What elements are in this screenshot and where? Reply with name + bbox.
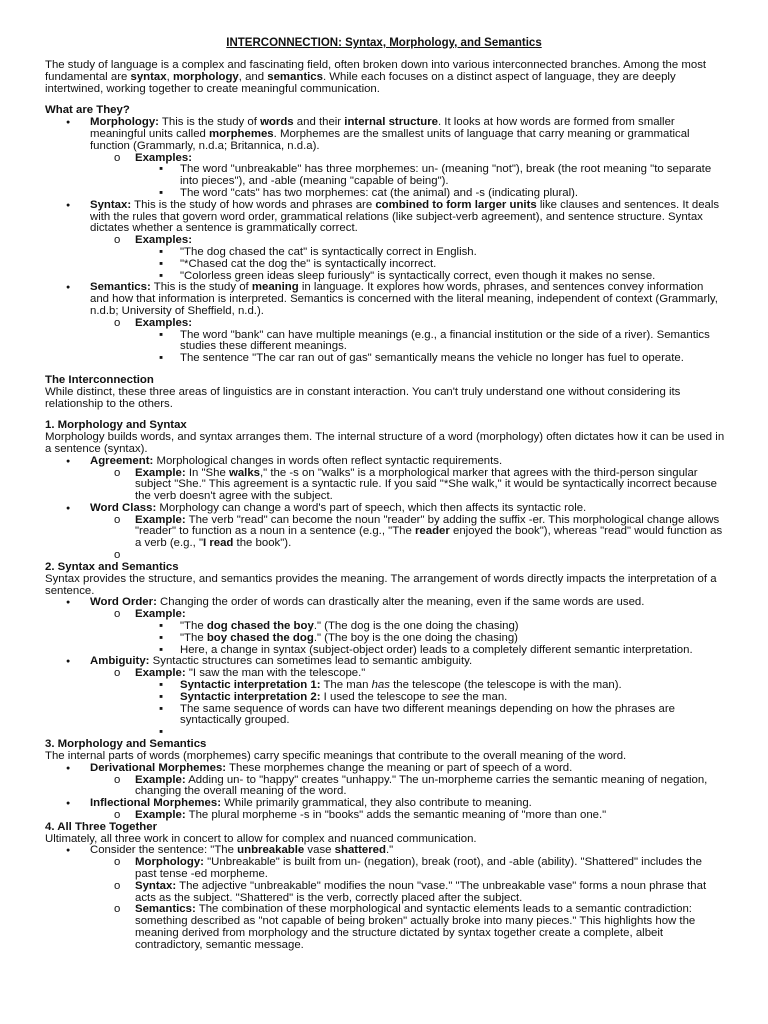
empty-sub-bullet [45, 550, 725, 562]
definitions-list [45, 117, 725, 365]
text: . Morphemes are the smallest units of language that carry meaning or grammatical function (Grammarly, n.d.a; Britannica, n.d.a). [90, 127, 690, 152]
section-2-paragraph: Syntax provides the structure, and semantics provides the meaning. The arrangement of words directly impacts the interpretation of a sentence. [45, 572, 717, 597]
bold-text: words [260, 116, 294, 129]
section-3-list [45, 763, 725, 822]
example-item: ▪ "*Chased cat the dog the" is syntactically incorrect. [45, 259, 725, 271]
text: . It looks at how words are formed from smaller meaningful units called [90, 116, 675, 140]
text: This is the study of how words and phrases are [131, 198, 376, 211]
example-label: Example: [135, 667, 186, 680]
analysis-morphology [45, 857, 725, 881]
section-4-heading: 4. All Three Together [45, 820, 158, 833]
bold-text: reader [414, 525, 450, 538]
list-item-syntax [45, 200, 725, 283]
interconnection-heading: The Interconnection [45, 373, 154, 386]
text: ." (The boy is the one doing the chasing) [313, 631, 518, 644]
text: Morphological changes in words often reflect syntactic requirements. [153, 454, 503, 467]
what-heading: What are They? [45, 104, 130, 117]
example-label: Example: [135, 466, 186, 479]
example-item: ▪ The word "bank" can have multiple meanings (e.g., a financial institution or the side of a river). Semantics studies these different meanings. [45, 330, 725, 354]
empty-sub-bullet [45, 727, 725, 739]
text: the telescope (the telescope is with the man). [389, 679, 622, 692]
list-item-semantics [45, 282, 725, 365]
text: "Unbreakable" is built from un- (negation), break (root), and -able (ability). "Shattered" includes the past tense -ed morpheme. [135, 856, 702, 880]
text: The man [320, 679, 372, 692]
example-item [45, 775, 725, 799]
analysis-syntax [45, 881, 725, 905]
bold-text: boy chased the dog [206, 631, 314, 644]
term-label: Syntax: [135, 879, 177, 892]
text: the book"). [233, 537, 292, 550]
bold-text: morphemes [209, 127, 274, 140]
section-3-heading: 3. Morphology and Semantics [45, 738, 207, 751]
term-label: Morphology: [135, 856, 204, 869]
document-body [45, 60, 725, 952]
text: While primarily grammatical, they also contribute to meaning. [221, 797, 532, 810]
example-item [45, 692, 725, 704]
text: and their [293, 116, 345, 129]
text: in language. It explores how words, phrases, and sentences convey information and how that information is interpreted. Semantics is concerned with the literal meaning, independent of context (Grammarly, n.d.b; University of Sheffield, n.d.). [90, 281, 718, 317]
example-item: ▪ Here, a change in syntax (subject-object order) leads to a completely different semantic interpretation. [45, 645, 725, 657]
example-item [45, 633, 725, 645]
section-3-paragraph: The internal parts of words (morphemes) carry specific meanings that contribute to the overall meaning of the word. [45, 750, 627, 763]
example-item: ▪ "Colorless green ideas sleep furiously" is syntactically correct, even though it makes no sense. [45, 271, 725, 283]
list-item-consider [45, 845, 725, 951]
term-label: Agreement: [90, 454, 154, 467]
list-item-derivational [45, 763, 725, 798]
bold-text: internal structure [344, 116, 438, 129]
intro-term-semantics: semantics [267, 70, 323, 83]
example-item [45, 810, 725, 822]
interconnection-paragraph: While distinct, these three areas of linguistics are in constant interaction. You can't truly understand one without considering its relationship to the others. [45, 385, 681, 410]
list-item-morphology [45, 117, 725, 200]
section-2-list [45, 597, 725, 739]
intro-text: The study of language is a complex and fascinating field, often broken down into various interconnected branches. Among the most fundamental are [45, 59, 707, 83]
bold-text: walks [228, 466, 260, 479]
italic-text: has [371, 679, 390, 692]
bold-text: meaning [251, 281, 299, 294]
bold-text: Syntactic interpretation 2: [180, 690, 321, 703]
examples-label [45, 318, 725, 330]
text: This is the study of [150, 281, 252, 294]
examples-text: Examples: [135, 316, 192, 329]
bold-text: Syntactic interpretation 1: [180, 679, 321, 692]
text: ." [385, 844, 394, 857]
text: Consider the sentence: "The [90, 844, 238, 857]
intro-text: , [166, 70, 173, 83]
term-label: Word Class: [90, 501, 157, 514]
text: Morphology can change a word's part of speech, which then affects its syntactic role. [156, 501, 587, 514]
bold-text: shattered [334, 844, 386, 857]
intro-term-morphology: morphology [172, 70, 239, 83]
document-title: INTERCONNECTION: Syntax, Morphology, and Semantics [226, 37, 542, 49]
bold-text: unbreakable [237, 844, 305, 857]
list-item-word-order [45, 597, 725, 656]
term-label: Ambiguity: [90, 655, 150, 668]
text: I used the telescope to [320, 690, 442, 703]
section-1-paragraph: Morphology builds words, and syntax arranges them. The internal structure of a word (morphology) often dictates how it can be used in a sentence (syntax). [45, 431, 725, 455]
example-label: Example: [135, 608, 186, 621]
example-item: ▪ The same sequence of words can have two different meanings depending on how the phrases are syntactically grouped. [45, 704, 725, 728]
text: The adjective "unbreakable" modifies the noun "vase." "The unbreakable vase" forms a noun phrase that acts as the subject. "Shattered" is the verb, correctly placed after the subject. [135, 879, 707, 904]
section-4-list [45, 845, 725, 951]
term-label: Inflectional Morphemes: [90, 797, 222, 810]
text: ." (The dog is the one doing the chasing) [313, 620, 519, 633]
intro-term-syntax: syntax [130, 70, 167, 83]
example-item: ▪ "The dog chased the cat" is syntactically correct in English. [45, 247, 725, 259]
text: like clauses and sentences. It deals with the rules that govern word order, grammatical relations (like subject-verb agreement), and sentence structure. Syntax dictates whether a sentence is grammatically correct. [90, 198, 720, 235]
example-item: ▪ The word "cats" has two morphemes: cat (the animal) and -s (indicating plural). [45, 188, 725, 200]
list-item-ambiguity [45, 656, 725, 739]
italic-text: see [441, 690, 460, 703]
text: "The [180, 631, 207, 644]
list-item-inflectional [45, 798, 725, 822]
text: vase [304, 844, 335, 857]
text: The verb "read" can become the noun "reader" by adding the suffix -er. This morphological change allows "reader" to function as a noun in a sentence (e.g., "The [135, 513, 720, 538]
term-label: Word Order: [90, 596, 157, 609]
text: "I saw the man with the telescope." [185, 667, 366, 680]
example-item [45, 468, 725, 503]
text: the man. [459, 690, 508, 703]
example-label: Example: [135, 773, 186, 786]
example-item: ▪ The sentence "The car ran out of gas" semantically means the vehicle no longer has fuel to operate. [45, 353, 725, 365]
example-label: Example: [135, 809, 186, 822]
term-label: Syntax: [90, 198, 132, 211]
bold-text: combined to form larger units [375, 198, 537, 211]
intro-paragraph [45, 60, 725, 95]
text: In "She [185, 466, 229, 479]
section-2-heading: 2. Syntax and Semantics [45, 561, 179, 574]
list-item-agreement [45, 456, 725, 503]
analysis-semantics [45, 904, 725, 951]
text: Adding un- to "happy" creates "unhappy." The un-morpheme carries the semantic meaning of negation, changing the overall meaning of the word. [135, 773, 708, 798]
intro-text: , and [238, 70, 268, 83]
text: ," the -s on "walks" is a morphological marker that agrees with the third-person singular subject "She." This agreement is a syntactic rule. If you said "*She walk," it would be syntactically incorrect because the verb doesn't agree with the subject. [135, 466, 717, 503]
term-label: Semantics: [135, 903, 196, 916]
text: The combination of these morphological and syntactic elements leads to a semantic contradiction: something described as "not capable of being broken" actually broke into many pieces." This highlights how the meaning derived from morphology and the structure dictated by syntax together create a complete, albeit contradictory, semantic message. [135, 903, 696, 951]
example-item: ▪ The word "unbreakable" has three morphemes: un- (meaning "not"), break (the root meaning "to separate into pieces"), and -able (meaning "capable of being"). [45, 164, 725, 188]
term-label: Morphology: [90, 116, 159, 129]
term-label: Derivational Morphemes: [90, 761, 227, 774]
text: Syntactic structures can sometimes lead to semantic ambiguity. [149, 655, 473, 668]
text: These morphemes change the meaning or part of speech of a word. [226, 761, 573, 774]
example-item [45, 515, 725, 550]
example-label: Example: [135, 513, 186, 526]
intro-text: . While each focuses on a distinct aspect of language, they are deeply intertwined, working together to create meaningful communication. [45, 70, 676, 95]
text: Changing the order of words can drastically alter the meaning, even if the same words are used. [156, 596, 645, 609]
section-1-heading: 1. Morphology and Syntax [45, 419, 187, 432]
term-label: Semantics: [90, 281, 151, 294]
text: enjoyed the book"), whereas "read" would function as a verb (e.g., " [135, 525, 723, 550]
bold-text: I read [203, 537, 234, 550]
examples-text: Examples: [135, 151, 192, 164]
examples-text: Examples: [135, 234, 192, 247]
text: "The [180, 620, 207, 633]
text: This is the study of [158, 116, 261, 129]
text: The plural morpheme -s in "books" adds the semantic meaning of "more than one." [185, 809, 607, 822]
section-1-list [45, 456, 725, 562]
list-item-word-class [45, 503, 725, 562]
section-4-paragraph: Ultimately, all three work in concert to allow for complex and nuanced communication. [45, 832, 477, 845]
bold-text: dog chased the boy [206, 620, 314, 633]
